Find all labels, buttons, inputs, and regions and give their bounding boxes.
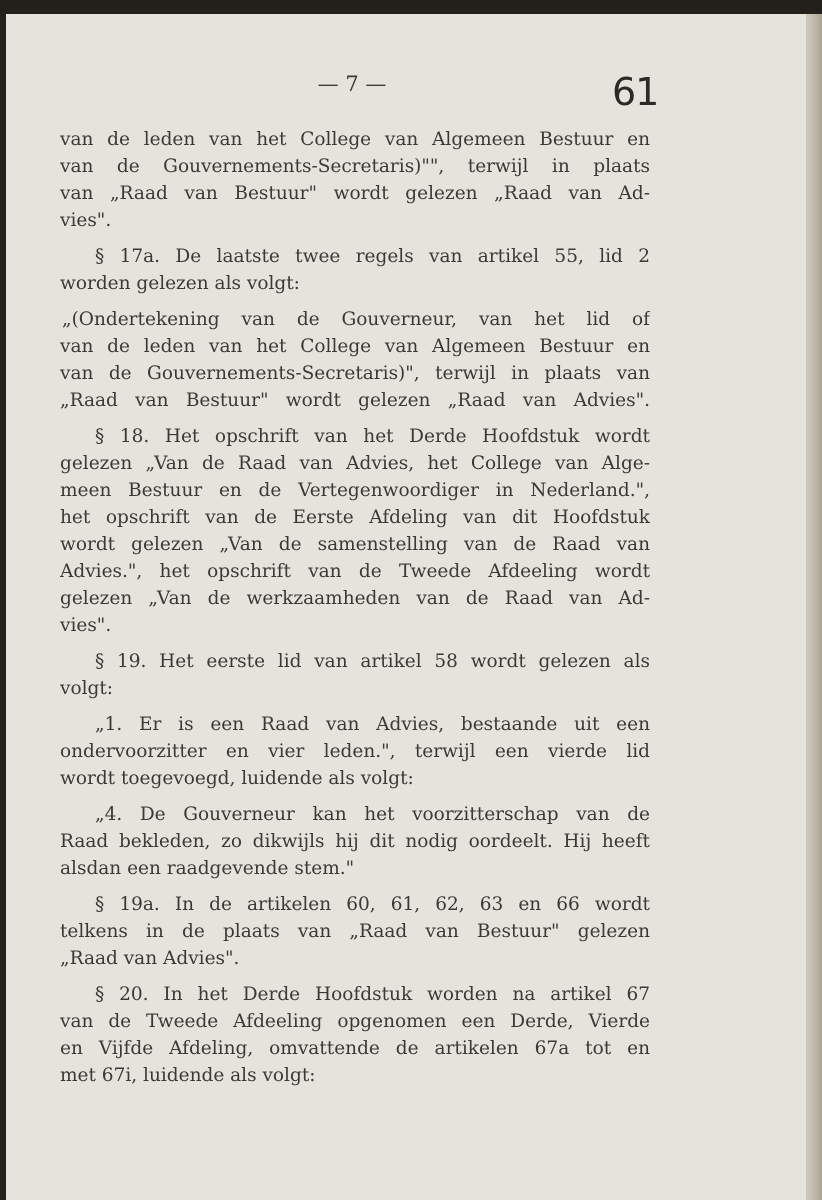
text-line: wordt gelezen „Van de samenstelling van de Raad van [60, 534, 650, 555]
text-line: van „Raad van Bestuur" wordt gelezen „Raad van Ad- [60, 183, 650, 204]
text-line: ondervoorzitter en vier leden.", terwijl een vierde lid [60, 741, 650, 762]
text-line: „(Ondertekening van de Gouverneur, van het lid of [62, 309, 650, 330]
text-line: van de leden van het College van Algemeen Bestuur en [60, 336, 650, 357]
text-line: § 19a. In de artikelen 60, 61, 62, 63 en 66 wordt [95, 894, 650, 915]
text-line: van de leden van het College van Algemeen Bestuur en [60, 129, 650, 150]
text-line: van de Gouvernements-Secretaris)", terwijl in plaats van [60, 363, 650, 384]
text-line: wordt toegevoegd, luidende als volgt: [60, 768, 414, 789]
text-line: meen Bestuur en de Vertegenwoordiger in Nederland.", [60, 480, 650, 501]
text-line: § 18. Het opschrift van het Derde Hoofdstuk wordt [95, 426, 650, 447]
text-line: „Raad van Bestuur" wordt gelezen „Raad van Advies". [60, 390, 650, 411]
text-line: worden gelezen als volgt: [60, 273, 300, 294]
text-line: Raad bekleden, zo dikwijls hij dit nodig oordeelt. Hij heeft [60, 831, 650, 852]
text-line: alsdan een raadgevende stem." [60, 858, 355, 879]
text-line: vies". [60, 615, 112, 636]
text-line: van de Tweede Afdeeling opgenomen een Derde, Vierde [60, 1011, 650, 1032]
text-line: van de Gouvernements-Secretaris)"", terwijl in plaats [60, 156, 650, 177]
text-line: § 19. Het eerste lid van artikel 58 wordt gelezen als [95, 651, 650, 672]
text-line: met 67i, luidende als volgt: [60, 1065, 316, 1086]
text-line: en Vijfde Afdeling, omvattende de artikelen 67a tot en [60, 1038, 650, 1059]
text-line: § 17a. De laatste twee regels van artikel 55, lid 2 [95, 246, 650, 267]
page-edge [806, 14, 822, 1200]
text-line: „1. Er is een Raad van Advies, bestaande uit een [95, 714, 650, 735]
text-line: gelezen „Van de Raad van Advies, het College van Alge- [60, 453, 650, 474]
text-line: vies". [60, 210, 112, 231]
text-line: gelezen „Van de werkzaamheden van de Raad van Ad- [60, 588, 650, 609]
page-number: — 7 — [317, 72, 387, 96]
text-line: „Raad van Advies". [60, 948, 240, 969]
text-line: telkens in de plaats van „Raad van Bestuur" gelezen [60, 921, 650, 942]
text-line: Advies.", het opschrift van de Tweede Afdeeling wordt [60, 561, 650, 582]
stamped-page-number: 61 [612, 70, 659, 114]
text-line: volgt: [60, 678, 114, 699]
text-line: „4. De Gouverneur kan het voorzitterschap van de [95, 804, 650, 825]
text-line: § 20. In het Derde Hoofdstuk worden na artikel 67 [95, 984, 650, 1005]
text-line: het opschrift van de Eerste Afdeling van dit Hoofdstuk [60, 507, 650, 528]
